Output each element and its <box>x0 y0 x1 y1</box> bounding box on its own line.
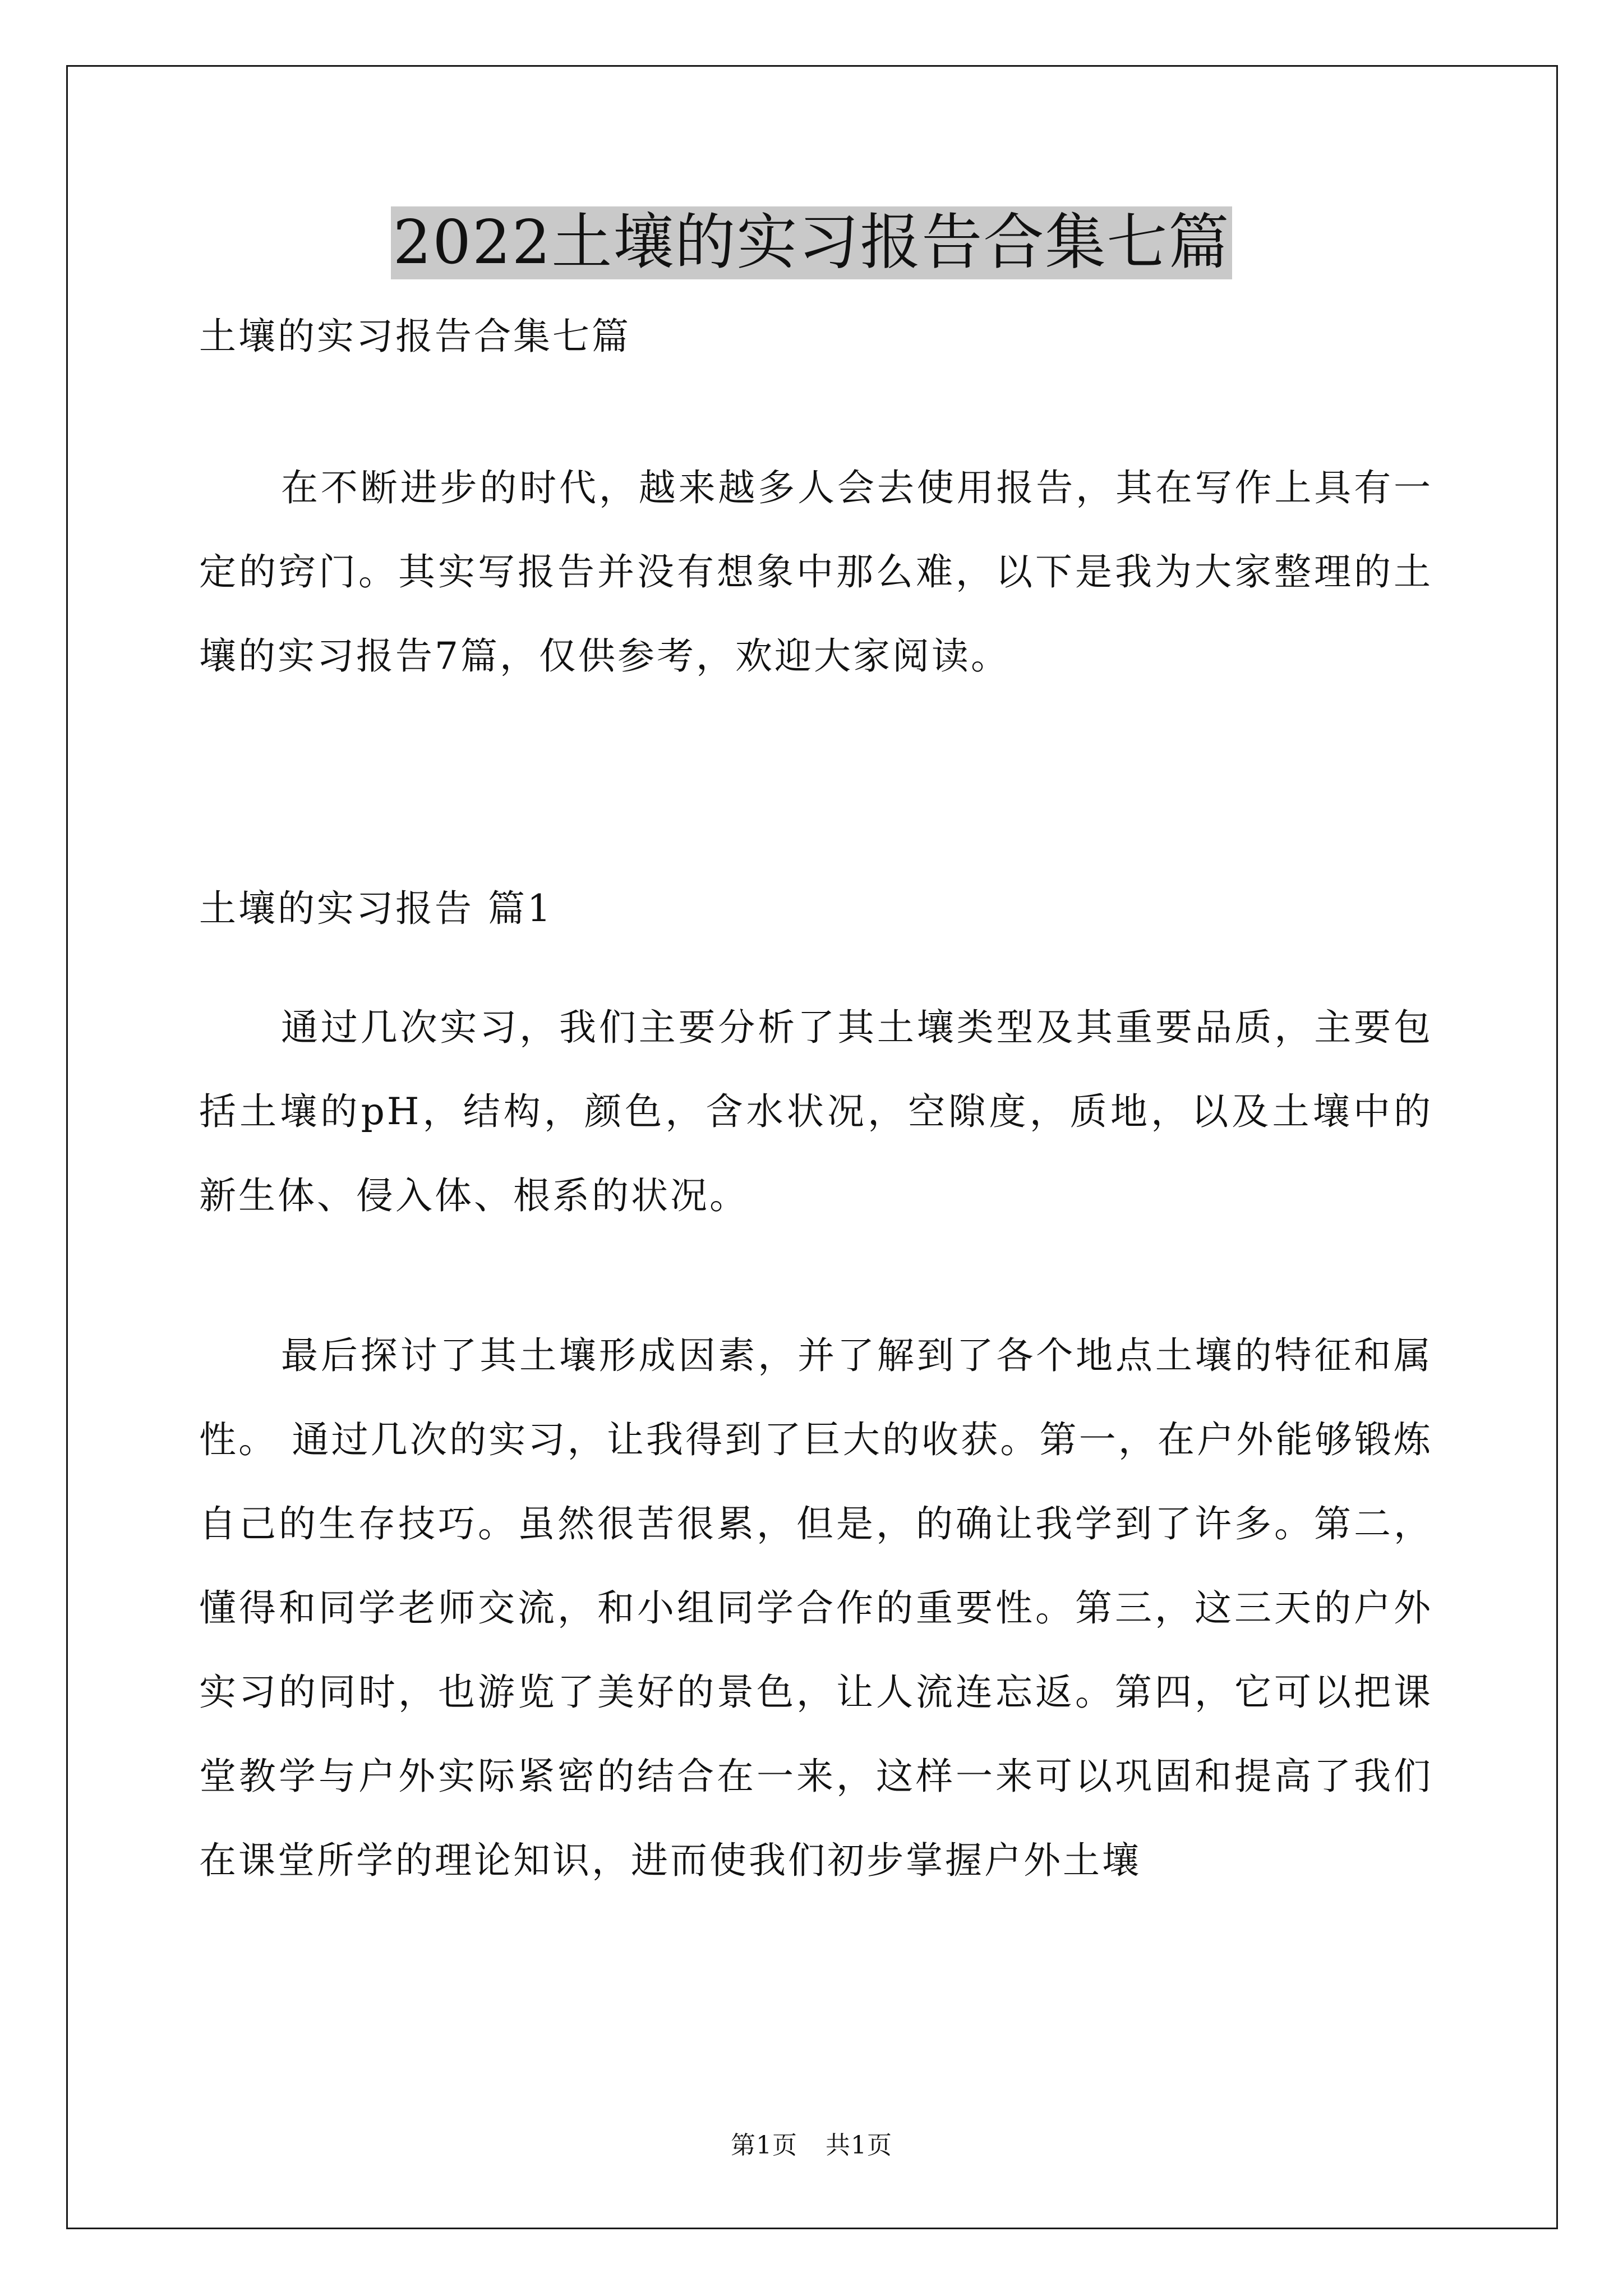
page-number-total: 共1页 <box>826 2131 892 2160</box>
page-number-current: 第1页 <box>731 2131 797 2160</box>
section1-paragraph-1: 通过几次实习，我们主要分析了其土壤类型及其重要品质，主要包括土壤的pH，结构，颜色，含水状况，空隙度，质地，以及土壤中的新生体、侵入体、根系的状况。 <box>199 1006 1433 1217</box>
page-footer <box>0 2129 1623 2162</box>
document-title-container <box>0 206 1623 297</box>
intro-paragraph: 在不断进步的时代，越来越多人会去使用报告，其在写作上具有一定的窍门。其实写报告并没有想象中那么难，以下是我为大家整理的土壤的实习报告7篇，仅供参考，欢迎大家阅读。 <box>199 466 1433 678</box>
section1-paragraph-2: 最后探讨了其土壤形成因素，并了解到了各个地点土壤的特征和属性。 通过几次的实习，让我得到了巨大的收获。第一，在户外能够锻炼自己的生存技巧。虽然很苦很累，但是，的确让我学到了许多。第二，懂得和同学老师交流，和小组同学合作的重要性。第三，这三天的户外实习的同时，也游览了美好的景色，让人流连忘返。第四，它可以把课堂教学与户外实际紧密的结合在一来，这样一来可以巩固和提高了我们在课堂所学的理论知识，进而使我们初步掌握户外土壤 <box>199 1334 1433 1882</box>
document-title: 2022土壤的实习报告合集七篇 <box>391 206 1233 279</box>
document-subtitle: 土壤的实习报告合集七篇 <box>199 315 631 358</box>
section-heading-1: 土壤的实习报告 篇1 <box>199 887 553 930</box>
